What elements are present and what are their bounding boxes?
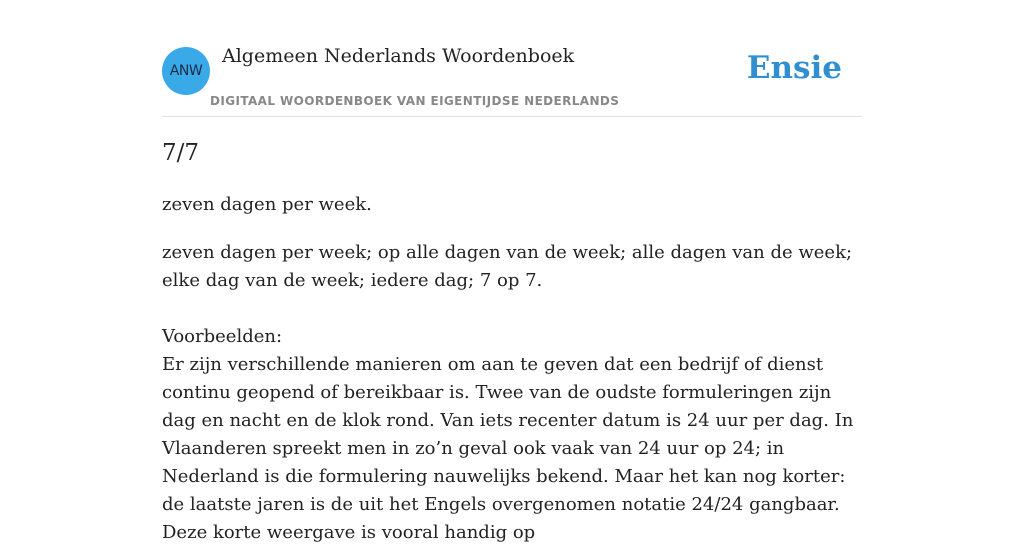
entry-body (162, 239, 862, 547)
examples-label: Voorbeelden: (162, 326, 283, 347)
anw-logo[interactable]: ANW (162, 47, 210, 95)
entry-headword: 7/7 (162, 140, 200, 166)
site-header (162, 0, 862, 117)
site-title[interactable]: Algemeen Nederlands Woordenboek (222, 45, 575, 67)
paragraph-spacer (162, 295, 862, 323)
entry-short-definition: zeven dagen per week. (162, 194, 372, 215)
examples-text: Er zijn verschillende manieren om aan te geven dat een bedrijf of dienst continu geopend of bereikbaar is. Twee van de oudste formuleringen zijn dag en nacht en de klok rond. Van iets recenter datum is 24 uur per dag. In Vlaanderen spreekt men in zo’n geval ook vaak van 24 uur op 24; in Nederland is die formulering nauwelijks bekend. Maar het kan nog korter: de laatste jaren is de uit het Engels overgenomen notatie 24/24 gangbaar. Deze korte weergave is vooral handig op (162, 354, 854, 543)
content-container (162, 0, 862, 543)
entry-synonyms: zeven dagen per week; op alle dagen van de week; alle dagen van de week; elke dag van de week; iedere dag; 7 op 7. (162, 242, 853, 291)
site-subtitle: DIGITAAL WOORDENBOEK VAN EIGENTIJDSE NEDERLANDS (210, 94, 620, 108)
ensie-logo[interactable]: Ensie (746, 50, 842, 86)
